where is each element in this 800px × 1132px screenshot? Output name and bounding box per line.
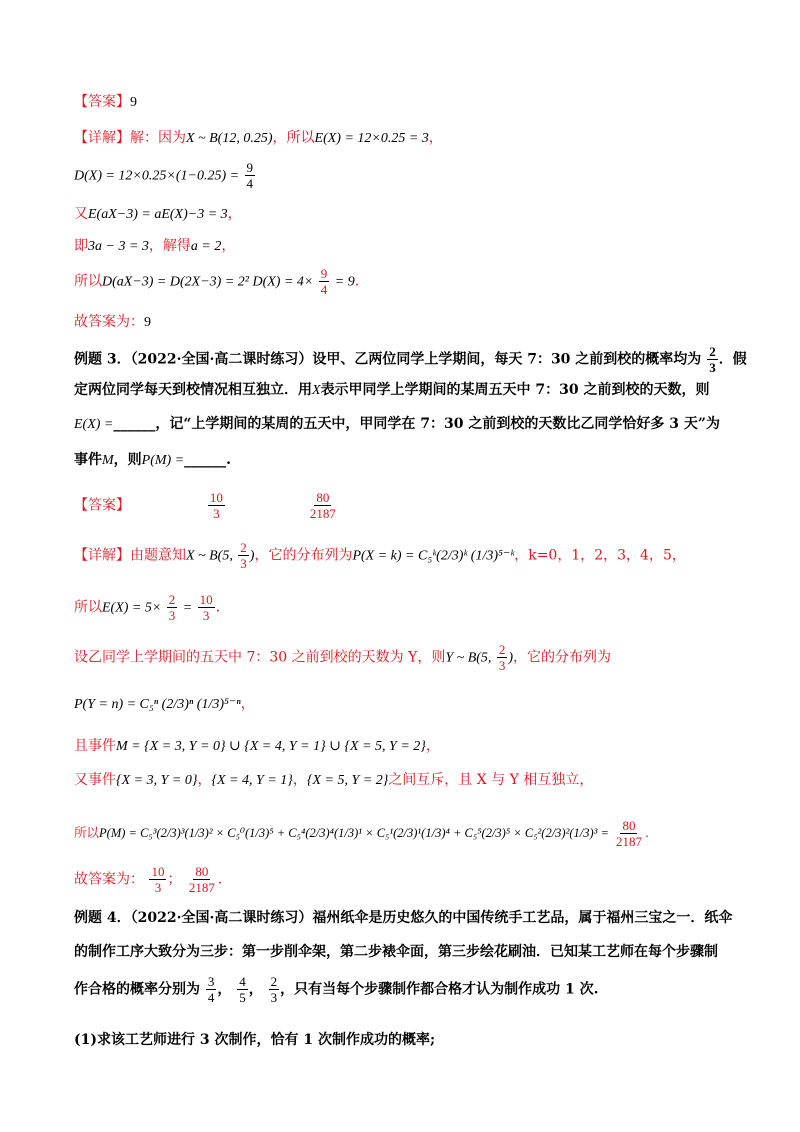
detail-label: 【详解】 <box>74 130 130 146</box>
answer-line-3 <box>74 490 339 521</box>
detail3-line-7: 所以P(M) = C₅³(2/3)³(1/3)² × C₅⁰(1/3)⁵ + C₅⁴(2/3)⁴(1/3)¹ × C₅¹(2/3)¹(1/3)⁴ + C₅⁵(2/3)⁵ × C₅²(2/3)²(1/3)³ = $\frac{80}{2187}$ . <box>74 818 649 849</box>
example-4-line-2: 的制作工序大致分为三步：第一步削伞架，第二步裱伞面，第三步绘花刷油．已知某工艺师在每个步骤制 <box>74 944 718 960</box>
example-3-line-2: 定两位同学每天到校情况相互独立．用X表示甲同学上学期间的某周五天中 7：30 之前到校的天数，则 <box>74 382 710 398</box>
final-answer-3: 故答案为： $\frac{10}{3}$ ； $\frac{80}{2187}$ . <box>74 864 223 895</box>
fraction: $\frac{4}{5}$ <box>239 974 246 1005</box>
fraction: $\frac{2}{3}$ <box>240 540 247 571</box>
detail3-line-5: 且事件M = {X = 3, Y = 0} ∪ {X = 4, Y = 1} ∪ {X = 5, Y = 2}， <box>74 738 440 754</box>
answer-value: 9 <box>130 95 137 110</box>
answer-fraction-2: $\frac{80}{2187}$ <box>309 490 336 521</box>
example-4-line-3: 作合格的概率分别为 $\frac{3}{4}$ ， $\frac{4}{5}$ ， $\frac{2}{3}$ ，只有当每个步骤制作都合格才认为制作成功 1 次. <box>74 974 599 1005</box>
answer-label: 【答案】 <box>74 94 130 110</box>
question-1: (1)求该工艺师进行 3 次制作，恰有 1 次制作成功的概率; <box>74 1032 436 1048</box>
fraction: $\frac{9}{4}$ <box>246 160 253 191</box>
answer-line-1 <box>74 92 137 113</box>
detail-line-5: 所以D(aX−3) = D(2X−3) = 2² D(X) = 4× $\frac{9}{4}$ = 9. <box>74 266 360 297</box>
detail-line-3: 又E(aX−3) = aE(X)−3 = 3， <box>74 206 242 222</box>
detail3-line-1: 【详解】由题意知X ~ B(5, $\frac{2}{3}$ )，它的分布列为P(X = k) = C₅ᵏ(2/3)ᵏ (1/3)⁵⁻ᵏ，k=0，1，2，3，4，5， <box>74 540 686 571</box>
fraction: $\frac{9}{4}$ <box>320 266 328 297</box>
fraction: $\frac{3}{4}$ <box>207 974 215 1005</box>
detail-line-1: 【详解】解：因为X ~ B(12, 0.25)，所以E(X) = 12×0.25 = 3， <box>74 130 443 146</box>
example-4-title: 例题 4．（2022·全国·高二课时练习）福州纸伞是历史悠久的中国传统手工艺品，属于福州三宝之一．纸伞 <box>74 910 733 926</box>
example-4-line-1 <box>74 908 732 928</box>
example-3-line-4: 事件M，则P(M) =______. <box>74 452 232 468</box>
fraction: $\frac{80}{2187}$ <box>188 864 215 895</box>
fraction: $\frac{10}{3}$ <box>199 592 213 623</box>
example-3-line-1: 例题 3．（2022·全国·高二课时练习）设甲、乙两位同学上学期间，每天 7：30 之前到校的概率均为 $\frac{2}{3}$ ．假 <box>74 344 747 375</box>
detail3-line-6: 又事件{X = 3, Y = 0}，{X = 4, Y = 1}，{X = 5, Y = 2}之间互斥，且 X 与 Y 相互独立， <box>74 772 594 788</box>
detail3-line-3: 设乙同学上学期间的五天中 7：30 之前到校的天数为 Y，则Y ~ B(5, $\frac{2}{3}$ )，它的分布列为 <box>74 642 612 673</box>
answer-label: 【答案】 <box>74 497 130 514</box>
fraction: $\frac{2}{3}$ <box>270 974 278 1005</box>
example-3-line-3: E(X) =______，记“上学期间的某周的五天中，甲同学在 7：30 之前到校的天数比乙同学恰好多 3 天”为 <box>74 416 720 432</box>
answer-fraction-1: $\frac{10}{3}$ <box>209 490 223 521</box>
fraction: $\frac{2}{3}$ <box>709 344 716 375</box>
final-answer-1: 故答案为：9 <box>74 314 151 330</box>
fraction: $\frac{2}{3}$ <box>498 642 506 673</box>
detail3-line-2: 所以E(X) = 5× $\frac{2}{3}$ = $\frac{10}{3}$ . <box>74 592 221 623</box>
fraction: $\frac{80}{2187}$ <box>615 818 642 849</box>
fraction: $\frac{10}{3}$ <box>151 864 165 895</box>
detail-line-2: D(X) = 12×0.25×(1−0.25) = $\frac{9}{4}$ <box>74 160 253 191</box>
detail-line-4: 即3a − 3 = 3，解得a = 2， <box>74 238 236 254</box>
detail3-line-4: P(Y = n) = C₅ⁿ (2/3)ⁿ (1/3)⁵⁻ⁿ， <box>74 696 255 712</box>
fraction: $\frac{2}{3}$ <box>168 592 176 623</box>
example-3-title: 例题 3．（2022·全国·高二课时练习）设甲、乙两位同学上学期间，每天 7：30 之前到校的概率均为 <box>74 351 702 368</box>
